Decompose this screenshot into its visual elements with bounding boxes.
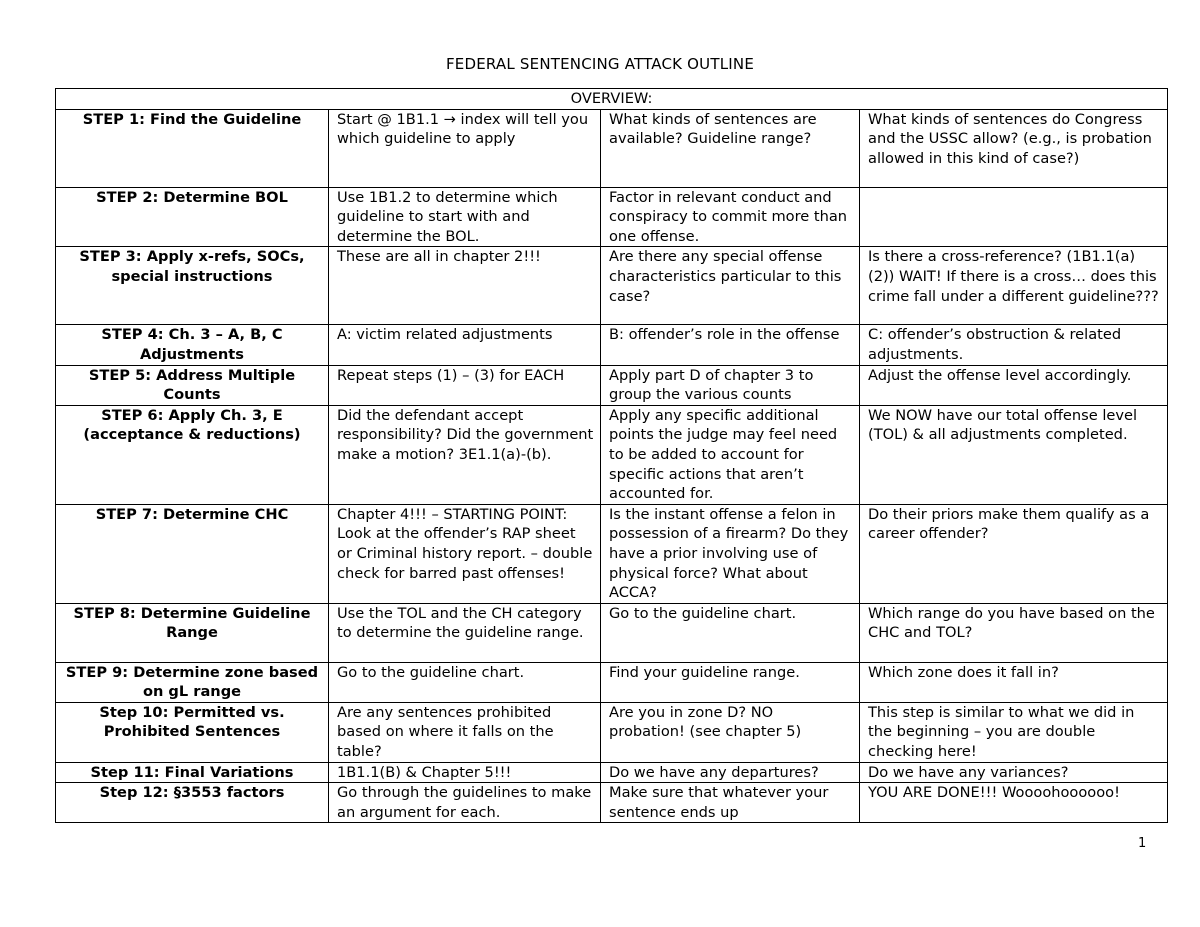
step-cell-col2: Are there any special offense characteristics particular to this case? [601,247,860,325]
overview-header: OVERVIEW: [56,89,1168,110]
step-cell-col1: Use the TOL and the CH category to determine the guideline range. [329,603,601,662]
table-row [56,762,1168,783]
step-cell-col2: B: offender’s role in the offense [601,325,860,365]
step-cell-col1: Chapter 4!!! – STARTING POINT: Look at the offender’s RAP sheet or Criminal history report. – double check for barred past offenses! [329,504,601,603]
step-cell-col1: Did the defendant accept responsibility? Did the government make a motion? 3E1.1(a)-(b). [329,405,601,504]
table-row [56,187,1168,247]
table-row [56,109,1168,187]
step-cell-col1: Go to the guideline chart. [329,662,601,702]
step-label: STEP 5: Address Multiple Counts [56,365,329,405]
step-cell-col2: Find your guideline range. [601,662,860,702]
table-row [56,325,1168,365]
table-row [56,504,1168,603]
table-row [56,247,1168,325]
step-cell-col3 [860,187,1168,247]
step-cell-col2: Make sure that whatever your sentence ends up [601,783,860,823]
step-label: STEP 2: Determine BOL [56,187,329,247]
step-cell-col3: Do we have any variances? [860,762,1168,783]
step-cell-col2: Apply any specific additional points the judge may feel need to be added to account for specific actions that aren’t accounted for. [601,405,860,504]
table-row [56,365,1168,405]
step-label: STEP 4: Ch. 3 – A, B, C Adjustments [56,325,329,365]
table-row [56,405,1168,504]
step-cell-col2: Factor in relevant conduct and conspiracy to commit more than one offense. [601,187,860,247]
table-row [56,783,1168,823]
step-cell-col1: Repeat steps (1) – (3) for EACH [329,365,601,405]
table-header-row [56,89,1168,110]
step-cell-col1: 1B1.1(B) & Chapter 5!!! [329,762,601,783]
step-label: STEP 6: Apply Ch. 3, E (acceptance & reductions) [56,405,329,504]
step-cell-col2: Do we have any departures? [601,762,860,783]
step-cell-col3: Adjust the offense level accordingly. [860,365,1168,405]
step-cell-col3: Do their priors make them qualify as a career offender? [860,504,1168,603]
sentencing-outline-table [55,88,1168,823]
step-cell-col3: Which zone does it fall in? [860,662,1168,702]
step-cell-col3: We NOW have our total offense level (TOL) & all adjustments completed. [860,405,1168,504]
step-label: STEP 8: Determine Guideline Range [56,603,329,662]
table-row [56,662,1168,702]
step-cell-col1: Use 1B1.2 to determine which guideline to start with and determine the BOL. [329,187,601,247]
step-cell-col3: YOU ARE DONE!!! Woooohoooooo! [860,783,1168,823]
table-row [56,603,1168,662]
step-cell-col2: Go to the guideline chart. [601,603,860,662]
page-title: FEDERAL SENTENCING ATTACK OUTLINE [445,55,755,73]
step-cell-col2: What kinds of sentences are available? Guideline range? [601,109,860,187]
step-label: Step 10: Permitted vs. Prohibited Sentences [56,702,329,762]
step-label: STEP 9: Determine zone based on gL range [56,662,329,702]
step-label: Step 11: Final Variations [56,762,329,783]
step-cell-col3: Is there a cross-reference? (1B1.1(a)(2)) WAIT! If there is a cross… does this crime fall under a different guideline??? [860,247,1168,325]
step-label: STEP 7: Determine CHC [56,504,329,603]
step-cell-col2: Is the instant offense a felon in possession of a firearm? Do they have a prior involving use of physical force? What about ACCA? [601,504,860,603]
step-label: Step 12: §3553 factors [56,783,329,823]
table-row [56,702,1168,762]
step-cell-col3: C: offender’s obstruction & related adjustments. [860,325,1168,365]
page-number: 1 [1138,836,1147,851]
step-cell-col1: Are any sentences prohibited based on where it falls on the table? [329,702,601,762]
step-cell-col3: What kinds of sentences do Congress and the USSC allow? (e.g., is probation allowed in this kind of case?) [860,109,1168,187]
step-label: STEP 3: Apply x-refs, SOCs, special instructions [56,247,329,325]
step-cell-col3: This step is similar to what we did in the beginning – you are double checking here! [860,702,1168,762]
step-cell-col3: Which range do you have based on the CHC and TOL? [860,603,1168,662]
step-cell-col1: These are all in chapter 2!!! [329,247,601,325]
step-cell-col2: Apply part D of chapter 3 to group the various counts [601,365,860,405]
step-cell-col2: Are you in zone D? NO probation! (see chapter 5) [601,702,860,762]
step-cell-col1: A: victim related adjustments [329,325,601,365]
step-cell-col1: Start @ 1B1.1 → index will tell you which guideline to apply [329,109,601,187]
step-label: STEP 1: Find the Guideline [56,109,329,187]
step-cell-col1: Go through the guidelines to make an argument for each. [329,783,601,823]
